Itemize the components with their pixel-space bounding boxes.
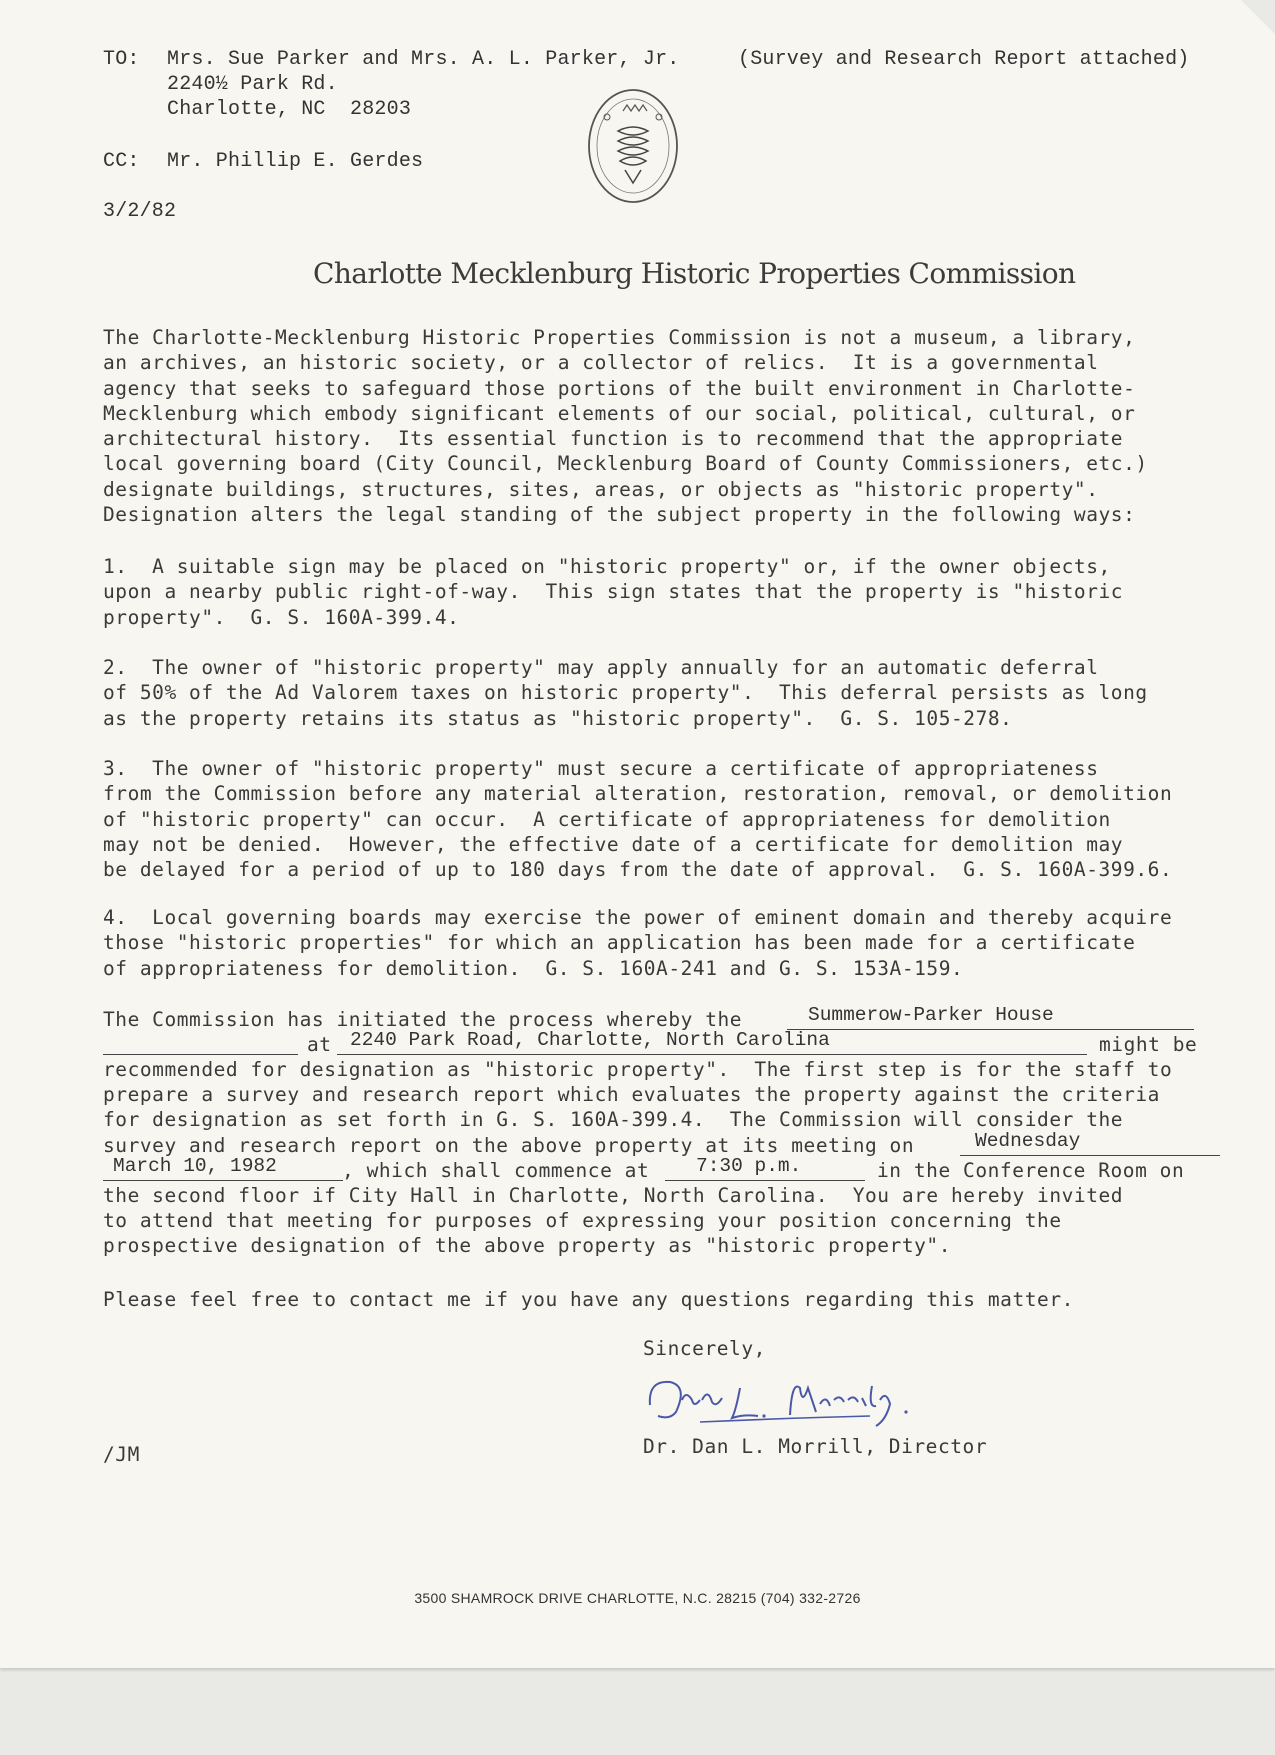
meeting-date-field: March 10, 1982	[113, 1155, 277, 1177]
meeting-date-blank	[103, 1180, 343, 1181]
notice-might-be: might be	[1099, 1033, 1198, 1056]
point-line: of appropriateness for demolition. G. S. 160A-241 and G. S. 153A-159.	[103, 956, 964, 980]
intro-paragraph	[103, 325, 1223, 527]
signature	[640, 1360, 950, 1430]
point-line: as the property retains its status as "historic property". G. S. 105-278.	[103, 706, 1013, 730]
intro-line: an archives, an historic society, or a collector of relics. It is a governmental	[103, 351, 1099, 375]
to-label: TO:	[103, 48, 140, 71]
property-address-blank	[337, 1054, 1087, 1055]
notice-at: at	[307, 1033, 332, 1056]
cc-name: Mr. Phillip E. Gerdes	[167, 150, 424, 173]
property-name-blank-continued	[103, 1054, 298, 1055]
point-line: from the Commission before any material alteration, restoration, removal, or demolition	[103, 782, 1173, 806]
intro-line: designate buildings, structures, sites, areas, or objects as "historic property".	[103, 477, 1099, 501]
intro-line: The Charlotte-Mecklenburg Historic Properties Commission is not a museum, a library,	[103, 326, 1136, 349]
notice-line10: prospective designation of the above property as "historic property".	[103, 1234, 952, 1257]
notice-line1: The Commission has initiated the process whereby the	[103, 1008, 743, 1031]
point-line: those "historic properties" for which an application has been made for a certificate	[103, 931, 1136, 955]
property-name-blank	[787, 1029, 1194, 1030]
notice-line5: for designation as set forth in G. S. 160A-399.4. The Commission will consider the	[103, 1108, 1124, 1131]
point-line: may not be denied. However, the effective date of a certificate for demolition may	[103, 832, 1124, 856]
contact-line: Please feel free to contact me if you have any questions regarding this matter.	[103, 1288, 1074, 1311]
folded-corner	[1241, 0, 1275, 34]
letterhead-title: Charlotte Mecklenburg Historic Properties Commission	[313, 257, 1076, 290]
point-line: be delayed for a period of up to 180 days from the date of approval. G. S. 160A-399.6.	[103, 858, 1173, 882]
notice-commence: , which shall commence at	[342, 1159, 650, 1182]
point-line: 4. Local governing boards may exercise the power of eminent domain and thereby acquire	[103, 906, 1173, 929]
point-2	[103, 655, 1223, 731]
meeting-time-blank	[665, 1180, 865, 1181]
meeting-day-field: Wednesday	[975, 1130, 1081, 1152]
intro-line: Mecklenburg which embody significant elements of our social, political, cultural, or	[103, 401, 1136, 425]
notice-line3: recommended for designation as "historic property". The first step is for the staff to	[103, 1058, 1173, 1081]
signer-name: Dr. Dan L. Morrill, Director	[643, 1435, 988, 1458]
point-4	[103, 905, 1223, 981]
point-line: 1. A suitable sign may be placed on "historic property" or, if the owner objects,	[103, 555, 1111, 578]
sincerely: Sincerely,	[643, 1337, 766, 1360]
recipient-address-line2: Charlotte, NC 28203	[167, 98, 412, 121]
property-name-field: Summerow-Parker House	[808, 1004, 1054, 1026]
notice-line4: prepare a survey and research report which evaluates the property against the criteria	[103, 1083, 1160, 1106]
notice-line8: the second floor if City Hall in Charlotte, North Carolina. You are hereby invited	[103, 1184, 1124, 1207]
point-line: property". G. S. 160A-399.4.	[103, 605, 460, 629]
intro-line: architectural history. Its essential function is to recommend that the appropriate	[103, 427, 1124, 451]
intro-line: local governing board (City Council, Mecklenburg Board of County Commissioners, etc.)	[103, 452, 1148, 476]
recipient-address-line1: 2240½ Park Rd.	[167, 73, 338, 96]
point-line: upon a nearby public right-of-way. This sign states that the property is "historic	[103, 580, 1124, 604]
recipient-name: Mrs. Sue Parker and Mrs. A. L. Parker, Jr.	[167, 48, 680, 71]
intro-line: Designation alters the legal standing of the subject property in the following ways:	[103, 503, 1136, 527]
point-line: 2. The owner of "historic property" may apply annually for an automatic deferral	[103, 656, 1099, 679]
point-line: of "historic property" can occur. A certificate of appropriateness for demolition	[103, 807, 1111, 831]
cc-label: CC:	[103, 150, 140, 173]
point-line: of 50% of the Ad Valorem taxes on historic property". This deferral persists as long	[103, 681, 1148, 705]
property-address-field: 2240 Park Road, Charlotte, North Carolina	[350, 1029, 830, 1051]
letterhead-footer-address: 3500 SHAMROCK DRIVE CHARLOTTE, N.C. 28215 (704) 332-2726	[414, 1590, 861, 1606]
point-1	[103, 554, 1223, 630]
meeting-day-blank	[960, 1155, 1220, 1156]
meeting-time-field: 7:30 p.m.	[696, 1155, 802, 1177]
point-line: 3. The owner of "historic property" must secure a certificate of appropriateness	[103, 757, 1099, 780]
letter-date: 3/2/82	[103, 200, 177, 223]
point-3	[103, 756, 1223, 882]
intro-line: agency that seeks to safeguard those portions of the built environment in Charlotte-	[103, 376, 1136, 400]
notice-line9: to attend that meeting for purposes of expressing your position concerning the	[103, 1209, 1062, 1232]
attachment-note: (Survey and Research Report attached)	[738, 48, 1190, 71]
notice-line6: survey and research report on the above property at its meeting on	[103, 1134, 915, 1157]
notice-conference-room: in the Conference Room on	[877, 1159, 1185, 1182]
commission-seal-icon	[585, 87, 681, 205]
typist-initials: /JM	[103, 1443, 140, 1466]
